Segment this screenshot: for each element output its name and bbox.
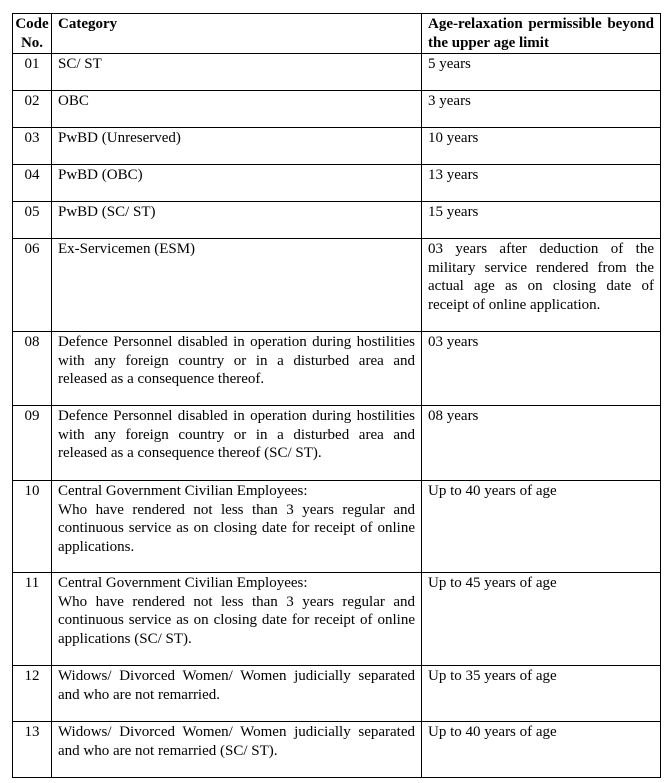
row-category: Widows/ Divorced Women/ Women judicially separated and who are not remarried. <box>52 666 422 722</box>
row-relaxation: 15 years <box>422 202 661 239</box>
row-relaxation: 03 years after deduction of the military service rendered from the actual age as on closing date of receipt of online application. <box>422 239 661 332</box>
table-row <box>13 239 661 332</box>
row-category: PwBD (Unreserved) <box>52 128 422 165</box>
table-row <box>13 165 661 202</box>
table-row <box>13 128 661 165</box>
table-row <box>13 481 661 573</box>
row-code: 10 <box>13 481 52 573</box>
row-category: OBC <box>52 91 422 128</box>
table-row <box>13 54 661 91</box>
table-row <box>13 406 661 481</box>
table-row <box>13 666 661 722</box>
header-relaxation: Age-relaxation permissible beyond the upper age limit <box>422 14 661 54</box>
row-relaxation: 13 years <box>422 165 661 202</box>
row-code: 05 <box>13 202 52 239</box>
row-code: 09 <box>13 406 52 481</box>
row-category <box>52 481 422 573</box>
row-relaxation: 08 years <box>422 406 661 481</box>
header-category: Category <box>52 14 422 54</box>
table-row <box>13 332 661 406</box>
row-category: Defence Personnel disabled in operation during hostilities with any foreign country or in a disturbed area and released as a consequence thereof (SC/ ST). <box>52 406 422 481</box>
row-code: 01 <box>13 54 52 91</box>
row-category-detail: Who have rendered not less than 3 years regular and continuous service as on closing date for receipt of online applications (SC/ ST). <box>58 593 415 647</box>
row-category: Defence Personnel disabled in operation during hostilities with any foreign country or in a disturbed area and released as a consequence thereof. <box>52 332 422 406</box>
table-row <box>13 573 661 666</box>
row-relaxation: Up to 45 years of age <box>422 573 661 666</box>
row-category: Widows/ Divorced Women/ Women judicially separated and who are not remarried (SC/ ST). <box>52 722 422 778</box>
row-relaxation: 03 years <box>422 332 661 406</box>
table-row <box>13 91 661 128</box>
row-relaxation: 5 years <box>422 54 661 91</box>
row-code: 13 <box>13 722 52 778</box>
table-row <box>13 202 661 239</box>
row-code: 04 <box>13 165 52 202</box>
table-row <box>13 722 661 778</box>
row-category: PwBD (OBC) <box>52 165 422 202</box>
table-header-row <box>13 14 661 54</box>
row-category: Ex-Servicemen (ESM) <box>52 239 422 332</box>
row-relaxation: Up to 35 years of age <box>422 666 661 722</box>
row-category: SC/ ST <box>52 54 422 91</box>
row-relaxation: 10 years <box>422 128 661 165</box>
header-code: Code No. <box>13 14 52 54</box>
row-code: 06 <box>13 239 52 332</box>
row-category-heading: Central Government Civilian Employees: <box>58 575 308 591</box>
row-relaxation: Up to 40 years of age <box>422 722 661 778</box>
row-category: PwBD (SC/ ST) <box>52 202 422 239</box>
row-code: 12 <box>13 666 52 722</box>
row-code: 11 <box>13 573 52 666</box>
row-category-heading: Central Government Civilian Employees: <box>58 483 308 499</box>
row-relaxation: Up to 40 years of age <box>422 481 661 573</box>
age-relaxation-table <box>12 13 661 778</box>
row-code: 08 <box>13 332 52 406</box>
row-code: 03 <box>13 128 52 165</box>
row-relaxation: 3 years <box>422 91 661 128</box>
row-category <box>52 573 422 666</box>
row-code: 02 <box>13 91 52 128</box>
row-category-detail: Who have rendered not less than 3 years regular and continuous service as on closing date for receipt of online applications. <box>58 501 415 555</box>
